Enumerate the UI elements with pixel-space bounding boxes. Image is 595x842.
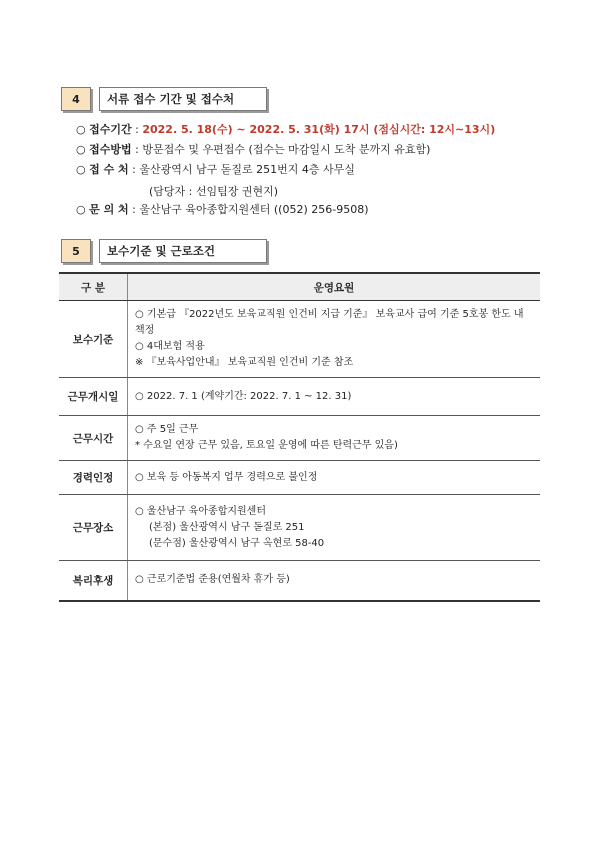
item-receipt-place: ○ 접 수 처 : 울산광역시 남구 돋질로 251번지 4층 사무실	[76, 163, 355, 176]
table-row	[59, 416, 540, 461]
header-staff: 운영요원	[128, 273, 541, 301]
inquiry-value: 울산남구 육아종합지원센터 ((052) 256-9508)	[139, 203, 369, 216]
item-receipt-method: ○ 접수방법 : 방문접수 및 우편접수 (접수는 마감일시 도착 분까지 유효함)	[76, 143, 431, 156]
working-conditions-table	[59, 272, 540, 602]
table-row	[59, 561, 540, 601]
receipt-period-value: 2022. 5. 18(수) ~ 2022. 5. 31(화) 17시 (점심시간: 12시~13시)	[142, 123, 496, 136]
row-category: 근무장소	[59, 495, 128, 561]
section-4-number: 4	[61, 87, 91, 111]
inquiry-label: 문 의 처	[89, 203, 129, 216]
table-row	[59, 378, 540, 416]
receipt-place-value: 울산광역시 남구 돋질로 251번지 4층 사무실	[139, 163, 355, 176]
section-5-title: 보수기준 및 근로조건	[99, 239, 267, 263]
row-category: 경력인정	[59, 461, 128, 495]
receipt-place-label: 접 수 처	[89, 163, 129, 176]
table-header-row	[59, 273, 540, 301]
section-5-number: 5	[61, 239, 91, 263]
item-receipt-period: ○ 접수기간 : 2022. 5. 18(수) ~ 2022. 5. 31(화) 17시 (점심시간: 12시~13시)	[76, 123, 496, 136]
table-row	[59, 301, 540, 378]
table-row	[59, 495, 540, 561]
receipt-method-label: 접수방법	[89, 143, 132, 156]
receipt-method-value: 방문접수 및 우편접수 (접수는 마감일시 도착 분까지 유효함)	[142, 143, 431, 156]
row-category: 근무시간	[59, 416, 128, 461]
row-content: ○ 기본급 『2022년도 보육교직원 인건비 지급 기준』 보육교사 급여 기준 5호봉 한도 내 책정 ○ 4대보험 적용 ※ 『보육사업안내』 보육교직원 인건비 기준 참조	[128, 301, 541, 378]
row-category: 보수기준	[59, 301, 128, 378]
section-5-header	[61, 239, 267, 263]
row-content: ○ 근로기준법 준용(연월차 휴가 등)	[128, 561, 541, 601]
table-row	[59, 461, 540, 495]
row-content: ○ 2022. 7. 1 (계약기간: 2022. 7. 1 ~ 12. 31)	[128, 378, 541, 416]
row-category: 복리후생	[59, 561, 128, 601]
row-content: ○ 울산남구 육아종합지원센터 (본점) 울산광역시 남구 돋질로 251 (문수점) 울산광역시 남구 옥현로 58-40	[128, 495, 541, 561]
receipt-period-label: 접수기간	[89, 123, 132, 136]
header-category: 구 분	[59, 273, 128, 301]
contact-person: (담당자 : 선임팀장 권현지)	[149, 185, 279, 198]
row-content: ○ 주 5일 근무 * 수요일 연장 근무 있음, 토요일 운영에 따른 탄력근무 있음)	[128, 416, 541, 461]
row-content: ○ 보육 등 아동복지 업무 경력으로 불인정	[128, 461, 541, 495]
row-category: 근무개시일	[59, 378, 128, 416]
section-4-header	[61, 87, 267, 111]
section-4-title: 서류 접수 기간 및 접수처	[99, 87, 267, 111]
item-inquiry: ○ 문 의 처 : 울산남구 육아종합지원센터 ((052) 256-9508)	[76, 203, 369, 216]
